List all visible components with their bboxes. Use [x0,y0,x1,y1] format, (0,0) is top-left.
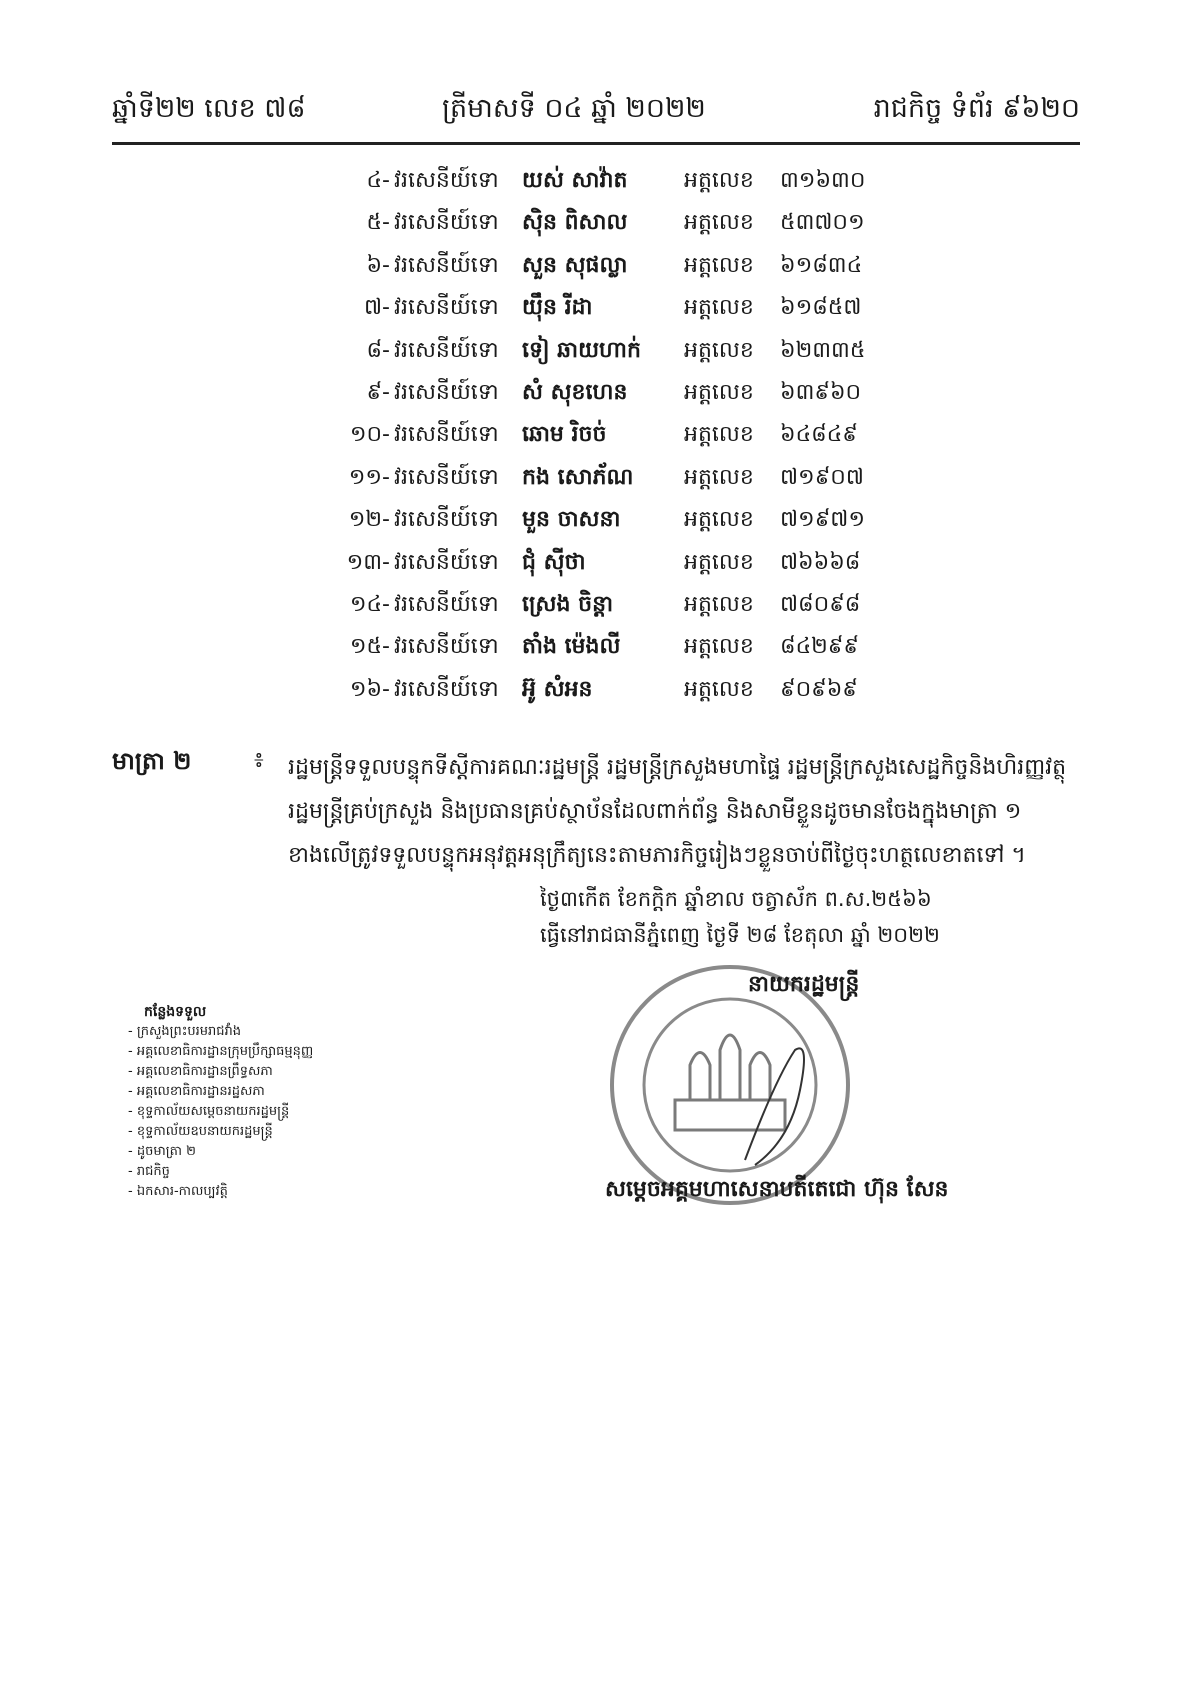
row-id-label: អត្តលេខ [684,168,754,193]
row-name: កង សោភ័ណ [522,464,634,490]
recipient-item: - អគ្គលេខាធិការដ្ឋានក្រុមប្រឹក្សាធម្មនុញ្ញ [128,1044,314,1059]
row-name: យ៉ឹន រីដា [522,295,593,321]
row-name: អ៊ូ សំអន [522,676,593,702]
page-header [112,92,1080,136]
article-text: រដ្ឋមន្ត្រីទទួលបន្ទុកទីស្តីការគណៈរដ្ឋមន្ត្រី រដ្ឋមន្ត្រីក្រសួងមហាផ្ទៃ រដ្ឋមន្ត្រីក្រសួងសេដ្ឋកិច្ចនិងហិរញ្ញវត្ថុ រដ្ឋមន្ត្រីគ្រប់ក្រសួង និងប្រធានគ្រប់ស្ថាប័នដែលពាក់ព័ន្ធ និងសាមីខ្លួនដូចមានចែងក្នុងមាត្រា ១ ខាងលើត្រូវទទួលបន្ទុកអនុវត្តអនុក្រឹត្យនេះតាមភារកិច្ចរៀងៗខ្លួនចាប់ពីថ្ងៃចុះហត្ថលេខាតទៅ ។ [288,755,1067,868]
row-id: ៩០៩៦៩ [780,676,858,702]
row-number: ១៤- [349,592,390,617]
row-number: ៧- [364,295,390,321]
row-rank: វរសេនីយ៍ទោ [394,380,499,405]
row-number: ១១- [348,464,390,490]
row-rank: វរសេនីយ៍ទោ [394,592,499,617]
article-colon: ៖ [254,748,264,773]
row-id: ៧៦៦៦៨ [780,549,861,575]
row-id: ៥៣៧០១ [780,210,865,236]
date-lunar: ថ្ងៃ៣កើត ខែកក្ដិក ឆ្នាំខាល ចត្វាស័ក ព.ស.២៥៦៦ [540,887,932,911]
row-number: ៤- [366,168,390,193]
list-item [0,208,1191,244]
row-name: ឆោម រិចច់ [522,422,607,448]
list-item [0,590,1191,626]
list-item [0,251,1191,287]
row-number: ៦- [366,252,390,278]
row-rank: វរសេនីយ៍ទោ [394,549,499,575]
row-rank: វរសេនីយ៍ទោ [394,252,499,278]
list-item [0,463,1191,499]
row-rank: វរសេនីយ៍ទោ [394,422,499,448]
row-name: មួន ចាសនា [522,507,621,533]
recipient-item: - ក្រសួងព្រះបរមរាជវាំង [128,1024,242,1039]
row-number: ៩- [366,380,390,405]
row-name: យស់ សាវ៉ាត [522,168,628,193]
row-id: ៦២៣៣៥ [780,337,866,363]
row-rank: វរសេនីយ៍ទោ [394,464,499,490]
row-number: ១៦- [349,676,390,702]
list-item [0,293,1191,329]
row-name: ជុំ ស៊ីថា [522,549,586,575]
row-id: ៨៤២៩៩ [780,634,859,660]
recipient-item: - ខុទ្ទកាល័យសម្ដេចនាយករដ្ឋមន្ត្រី [128,1104,290,1119]
row-name: សំ សុខហេន [522,380,628,405]
row-id: ៧១៩៧១ [780,507,865,533]
recipient-item: - ខុទ្ទកាល័យឧបនាយករដ្ឋមន្ត្រី [128,1124,273,1139]
signer-role: នាយករដ្ឋមន្ត្រី [748,972,860,997]
row-id: ៧៨០៩៨ [780,592,861,617]
recipients-title: កន្លែងទទួល [144,1004,207,1020]
header-quarter: ត្រីមាសទី ០៤ ឆ្នាំ ២០២២ [442,93,706,124]
signer-name: សម្ដេចអគ្គមហាសេនាបតីតេជោ ហ៊ុន សែន [605,1177,949,1202]
row-name: តាំង ម៉េងលី [522,634,621,660]
row-id-label: អត្តលេខ [684,549,754,575]
row-id: ៦៤៨៤៩ [780,422,858,448]
row-id-label: អត្តលេខ [684,634,754,660]
row-rank: វរសេនីយ៍ទោ [394,210,499,236]
row-id: ៣១៦៣០ [780,168,866,193]
row-rank: វរសេនីយ៍ទោ [394,168,499,193]
list-item [0,336,1191,372]
header-issue: ឆ្នាំទី២២ លេខ ៧៨ [112,93,306,124]
row-id: ៦១៨៥៧ [780,295,862,321]
date-solar: ធ្វើនៅរាជធានីភ្នំពេញ ថ្ងៃទី ២៨ ខែតុលា ឆ្នាំ ២០២២ [540,923,940,947]
row-id-label: អត្តលេខ [684,507,754,533]
recipients-list [128,1002,313,1202]
row-id-label: អត្តលេខ [684,295,754,321]
recipients-items [128,1022,313,1202]
row-number: ១៥- [349,634,390,660]
row-id-label: អត្តលេខ [684,337,754,363]
row-name: ស៊ិន ពិសាល [522,210,628,236]
row-id-label: អត្តលេខ [684,210,754,236]
list-item [0,378,1191,414]
recipient-item: - អគ្គលេខាធិការដ្ឋានរដ្ឋសភា [128,1084,265,1099]
list-item [0,420,1191,456]
row-id: ៧១៩០៧ [780,464,864,490]
recipient-item: - រាជកិច្ច [128,1164,170,1179]
row-id-label: អត្តលេខ [684,252,754,278]
header-page: រាជកិច្ច ទំព័រ ៩៦២០ [873,93,1080,124]
row-id-label: អត្តលេខ [684,380,754,405]
row-id: ៦៣៩៦០ [780,380,862,405]
row-number: ១៣- [346,549,390,575]
row-number: ១២- [348,507,390,533]
list-item [0,166,1191,202]
row-name: ទៀ ឆាយហាក់ [522,337,641,363]
list-item [0,632,1191,668]
row-id-label: អត្តលេខ [684,464,754,490]
recipient-item: - ឯកសារ-កាលប្បវត្តិ [128,1184,228,1199]
row-name: សួន សុផល្លា [522,252,628,278]
row-id-label: អត្តលេខ [684,422,754,448]
row-name: ស្រេង ចិន្តា [522,592,614,617]
row-rank: វរសេនីយ៍ទោ [394,634,499,660]
row-number: ១០- [349,422,390,448]
row-rank: វរសេនីយ៍ទោ [394,295,499,321]
recipient-item: - អគ្គលេខាធិការដ្ឋានព្រឹទ្ធសភា [128,1064,273,1079]
row-rank: វរសេនីយ៍ទោ [394,337,499,363]
row-number: ៥- [366,210,390,236]
row-id: ៦១៨៣៤ [780,252,863,278]
row-rank: វរសេនីយ៍ទោ [394,676,499,702]
list-item [0,675,1191,711]
row-number: ៨- [366,337,390,363]
header-rule [112,142,1080,145]
recipient-item: - ដូចមាត្រា ២ [128,1144,196,1159]
row-id-label: អត្តលេខ [684,592,754,617]
list-item [0,505,1191,541]
article-label: មាត្រា ២ [112,747,192,775]
list-item [0,548,1191,584]
row-rank: វរសេនីយ៍ទោ [394,507,499,533]
row-id-label: អត្តលេខ [684,676,754,702]
